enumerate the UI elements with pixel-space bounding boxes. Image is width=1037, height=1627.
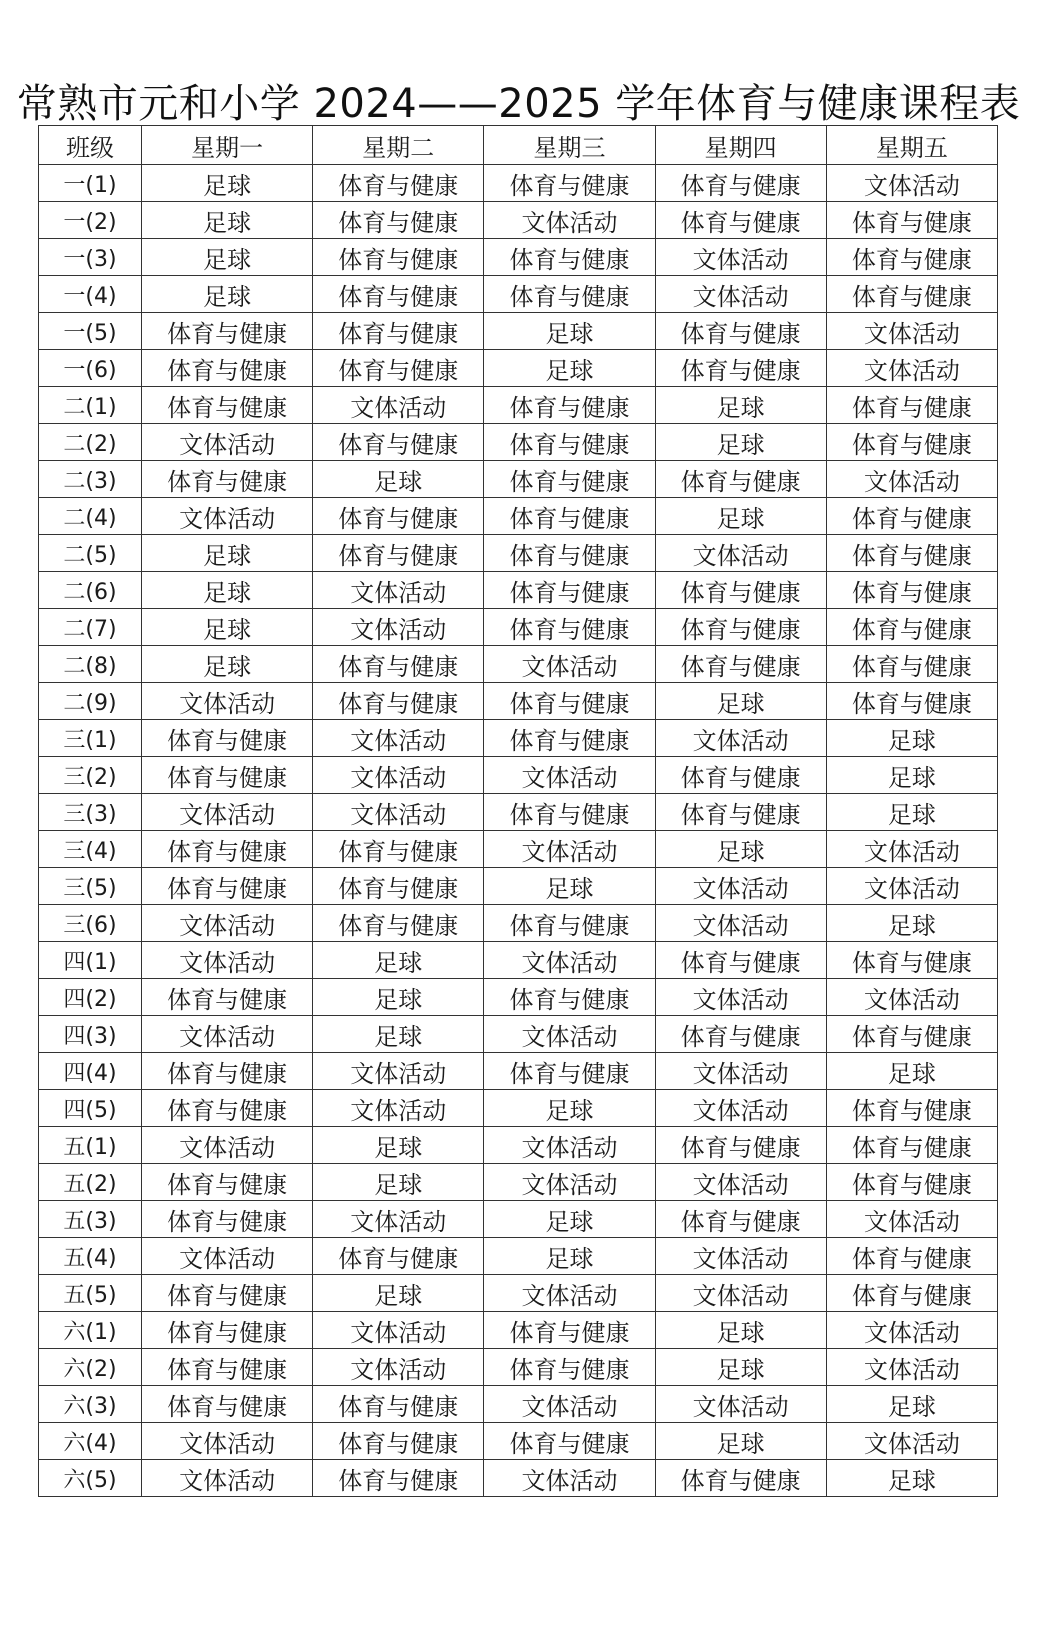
course-cell: 足球 xyxy=(142,202,313,239)
course-cell: 体育与健康 xyxy=(826,276,997,313)
class-cell: 六(4) xyxy=(39,1423,142,1460)
table-row xyxy=(39,683,998,720)
course-cell: 体育与健康 xyxy=(142,1386,313,1423)
course-cell: 体育与健康 xyxy=(655,609,826,646)
course-cell: 文体活动 xyxy=(313,757,484,794)
course-cell: 体育与健康 xyxy=(313,646,484,683)
course-cell: 足球 xyxy=(484,313,655,350)
course-cell: 文体活动 xyxy=(142,942,313,979)
course-cell: 文体活动 xyxy=(655,1053,826,1090)
course-cell: 足球 xyxy=(313,1127,484,1164)
course-cell: 体育与健康 xyxy=(142,831,313,868)
course-cell: 体育与健康 xyxy=(826,1238,997,1275)
class-cell: 六(2) xyxy=(39,1349,142,1386)
course-cell: 体育与健康 xyxy=(826,1275,997,1312)
table-row xyxy=(39,1016,998,1053)
class-cell: 五(2) xyxy=(39,1164,142,1201)
course-cell: 体育与健康 xyxy=(313,683,484,720)
course-cell: 文体活动 xyxy=(313,720,484,757)
class-cell: 一(6) xyxy=(39,350,142,387)
course-cell: 体育与健康 xyxy=(655,646,826,683)
course-cell: 文体活动 xyxy=(313,1201,484,1238)
course-cell: 足球 xyxy=(484,1201,655,1238)
course-cell: 文体活动 xyxy=(142,1423,313,1460)
course-cell: 体育与健康 xyxy=(826,387,997,424)
course-cell: 文体活动 xyxy=(655,1275,826,1312)
header-row xyxy=(39,126,998,165)
course-cell: 文体活动 xyxy=(484,646,655,683)
course-cell: 体育与健康 xyxy=(142,1312,313,1349)
class-cell: 一(5) xyxy=(39,313,142,350)
class-cell: 六(3) xyxy=(39,1386,142,1423)
class-cell: 三(4) xyxy=(39,831,142,868)
course-cell: 足球 xyxy=(826,757,997,794)
course-cell: 体育与健康 xyxy=(655,313,826,350)
course-cell: 文体活动 xyxy=(484,202,655,239)
course-cell: 文体活动 xyxy=(826,1423,997,1460)
course-cell: 文体活动 xyxy=(142,1016,313,1053)
course-cell: 体育与健康 xyxy=(826,1090,997,1127)
table-row xyxy=(39,1238,998,1275)
page-title: 常熟市元和小学 2024——2025 学年体育与健康课程表 xyxy=(16,80,1021,127)
course-cell: 足球 xyxy=(313,1275,484,1312)
course-cell: 足球 xyxy=(826,1053,997,1090)
course-cell: 体育与健康 xyxy=(484,683,655,720)
course-cell: 文体活动 xyxy=(313,1090,484,1127)
table-row xyxy=(39,387,998,424)
course-cell: 文体活动 xyxy=(655,535,826,572)
course-cell: 体育与健康 xyxy=(484,572,655,609)
course-cell: 文体活动 xyxy=(826,831,997,868)
table-row xyxy=(39,1090,998,1127)
course-cell: 文体活动 xyxy=(313,1053,484,1090)
course-cell: 文体活动 xyxy=(484,831,655,868)
course-cell: 体育与健康 xyxy=(484,239,655,276)
course-cell: 体育与健康 xyxy=(313,424,484,461)
course-cell: 足球 xyxy=(484,1238,655,1275)
class-cell: 四(5) xyxy=(39,1090,142,1127)
course-cell: 文体活动 xyxy=(484,1386,655,1423)
course-cell: 足球 xyxy=(142,646,313,683)
course-cell: 体育与健康 xyxy=(826,239,997,276)
column-header-day: 星期一 xyxy=(142,126,313,165)
course-cell: 体育与健康 xyxy=(484,461,655,498)
table-row xyxy=(39,1386,998,1423)
table-row xyxy=(39,942,998,979)
course-cell: 文体活动 xyxy=(313,609,484,646)
course-cell: 文体活动 xyxy=(142,1127,313,1164)
course-cell: 体育与健康 xyxy=(655,572,826,609)
course-cell: 文体活动 xyxy=(484,1127,655,1164)
course-cell: 体育与健康 xyxy=(313,1460,484,1497)
course-cell: 体育与健康 xyxy=(142,979,313,1016)
class-cell: 二(8) xyxy=(39,646,142,683)
course-cell: 体育与健康 xyxy=(655,1201,826,1238)
course-cell: 足球 xyxy=(826,794,997,831)
course-cell: 足球 xyxy=(142,239,313,276)
column-header-day: 星期三 xyxy=(484,126,655,165)
table-row xyxy=(39,720,998,757)
course-cell: 文体活动 xyxy=(655,1386,826,1423)
class-cell: 一(1) xyxy=(39,165,142,202)
course-cell: 文体活动 xyxy=(484,942,655,979)
course-cell: 体育与健康 xyxy=(826,683,997,720)
class-cell: 二(9) xyxy=(39,683,142,720)
course-cell: 体育与健康 xyxy=(484,1423,655,1460)
course-cell: 文体活动 xyxy=(142,905,313,942)
course-cell: 足球 xyxy=(655,683,826,720)
course-cell: 体育与健康 xyxy=(313,1238,484,1275)
course-cell: 体育与健康 xyxy=(655,350,826,387)
course-cell: 体育与健康 xyxy=(826,1016,997,1053)
class-cell: 二(2) xyxy=(39,424,142,461)
course-cell: 文体活动 xyxy=(826,1349,997,1386)
class-cell: 一(3) xyxy=(39,239,142,276)
table-row xyxy=(39,165,998,202)
course-cell: 足球 xyxy=(655,831,826,868)
course-cell: 体育与健康 xyxy=(484,1053,655,1090)
course-cell: 体育与健康 xyxy=(655,1460,826,1497)
table-row xyxy=(39,646,998,683)
course-cell: 体育与健康 xyxy=(484,1312,655,1349)
class-cell: 一(4) xyxy=(39,276,142,313)
table-row xyxy=(39,979,998,1016)
class-cell: 四(4) xyxy=(39,1053,142,1090)
course-cell: 体育与健康 xyxy=(826,1164,997,1201)
course-cell: 体育与健康 xyxy=(142,1164,313,1201)
course-cell: 足球 xyxy=(142,572,313,609)
class-cell: 五(3) xyxy=(39,1201,142,1238)
course-cell: 足球 xyxy=(484,1090,655,1127)
table-row xyxy=(39,313,998,350)
class-cell: 二(5) xyxy=(39,535,142,572)
course-cell: 体育与健康 xyxy=(313,535,484,572)
course-cell: 体育与健康 xyxy=(142,1090,313,1127)
class-cell: 二(6) xyxy=(39,572,142,609)
column-header-day: 星期四 xyxy=(655,126,826,165)
course-cell: 文体活动 xyxy=(142,794,313,831)
course-cell: 体育与健康 xyxy=(142,1275,313,1312)
course-cell: 体育与健康 xyxy=(313,276,484,313)
class-cell: 四(1) xyxy=(39,942,142,979)
course-cell: 体育与健康 xyxy=(313,1423,484,1460)
class-cell: 四(2) xyxy=(39,979,142,1016)
course-cell: 体育与健康 xyxy=(142,461,313,498)
course-cell: 文体活动 xyxy=(826,868,997,905)
course-cell: 足球 xyxy=(313,1164,484,1201)
course-cell: 体育与健康 xyxy=(142,720,313,757)
course-cell: 文体活动 xyxy=(655,239,826,276)
course-cell: 体育与健康 xyxy=(313,498,484,535)
table-row xyxy=(39,868,998,905)
table-row xyxy=(39,498,998,535)
table-row xyxy=(39,1053,998,1090)
table-row xyxy=(39,461,998,498)
course-cell: 体育与健康 xyxy=(826,202,997,239)
course-cell: 体育与健康 xyxy=(655,1016,826,1053)
course-cell: 足球 xyxy=(142,165,313,202)
course-cell: 体育与健康 xyxy=(142,387,313,424)
table-row xyxy=(39,794,998,831)
course-cell: 文体活动 xyxy=(655,979,826,1016)
class-cell: 二(3) xyxy=(39,461,142,498)
course-cell: 体育与健康 xyxy=(313,905,484,942)
class-cell: 六(5) xyxy=(39,1460,142,1497)
class-cell: 二(1) xyxy=(39,387,142,424)
course-cell: 文体活动 xyxy=(142,1238,313,1275)
course-cell: 体育与健康 xyxy=(142,1053,313,1090)
class-cell: 三(5) xyxy=(39,868,142,905)
course-cell: 体育与健康 xyxy=(655,942,826,979)
course-cell: 足球 xyxy=(826,720,997,757)
class-cell: 五(5) xyxy=(39,1275,142,1312)
course-cell: 体育与健康 xyxy=(655,165,826,202)
course-cell: 足球 xyxy=(655,1349,826,1386)
table-row xyxy=(39,905,998,942)
course-cell: 体育与健康 xyxy=(142,313,313,350)
class-cell: 三(6) xyxy=(39,905,142,942)
course-cell: 文体活动 xyxy=(142,498,313,535)
course-cell: 足球 xyxy=(826,905,997,942)
course-cell: 文体活动 xyxy=(655,276,826,313)
table-row xyxy=(39,276,998,313)
course-cell: 体育与健康 xyxy=(826,572,997,609)
course-cell: 体育与健康 xyxy=(313,313,484,350)
course-cell: 足球 xyxy=(655,424,826,461)
table-row xyxy=(39,1349,998,1386)
course-cell: 足球 xyxy=(655,1423,826,1460)
course-cell: 体育与健康 xyxy=(313,1386,484,1423)
course-cell: 文体活动 xyxy=(826,1201,997,1238)
course-cell: 文体活动 xyxy=(826,313,997,350)
course-cell: 体育与健康 xyxy=(142,868,313,905)
course-cell: 体育与健康 xyxy=(313,165,484,202)
course-cell: 体育与健康 xyxy=(484,498,655,535)
class-cell: 一(2) xyxy=(39,202,142,239)
class-cell: 三(1) xyxy=(39,720,142,757)
table-row xyxy=(39,1460,998,1497)
course-cell: 体育与健康 xyxy=(655,757,826,794)
course-cell: 文体活动 xyxy=(655,1238,826,1275)
course-cell: 足球 xyxy=(484,350,655,387)
course-cell: 体育与健康 xyxy=(142,757,313,794)
table-row xyxy=(39,572,998,609)
class-cell: 二(7) xyxy=(39,609,142,646)
course-cell: 体育与健康 xyxy=(826,646,997,683)
table-row xyxy=(39,239,998,276)
table-row xyxy=(39,1423,998,1460)
table-row xyxy=(39,1275,998,1312)
course-cell: 体育与健康 xyxy=(484,1349,655,1386)
course-cell: 足球 xyxy=(484,868,655,905)
course-cell: 文体活动 xyxy=(484,1164,655,1201)
course-cell: 体育与健康 xyxy=(484,720,655,757)
table-row xyxy=(39,1164,998,1201)
class-cell: 六(1) xyxy=(39,1312,142,1349)
course-cell: 足球 xyxy=(142,609,313,646)
course-cell: 体育与健康 xyxy=(484,424,655,461)
course-cell: 足球 xyxy=(142,276,313,313)
table-row xyxy=(39,424,998,461)
course-cell: 体育与健康 xyxy=(826,609,997,646)
course-cell: 体育与健康 xyxy=(142,350,313,387)
table-row xyxy=(39,609,998,646)
table-row xyxy=(39,1127,998,1164)
course-cell: 体育与健康 xyxy=(484,609,655,646)
course-cell: 体育与健康 xyxy=(484,905,655,942)
schedule-table xyxy=(38,125,998,1497)
course-cell: 文体活动 xyxy=(484,757,655,794)
class-cell: 三(3) xyxy=(39,794,142,831)
course-cell: 文体活动 xyxy=(655,720,826,757)
table-row xyxy=(39,535,998,572)
course-cell: 体育与健康 xyxy=(313,239,484,276)
course-cell: 文体活动 xyxy=(655,1090,826,1127)
table-row xyxy=(39,350,998,387)
course-cell: 文体活动 xyxy=(142,1460,313,1497)
course-cell: 足球 xyxy=(655,498,826,535)
table-header xyxy=(39,126,998,165)
course-cell: 文体活动 xyxy=(313,572,484,609)
course-cell: 文体活动 xyxy=(313,1349,484,1386)
course-cell: 体育与健康 xyxy=(826,424,997,461)
course-cell: 体育与健康 xyxy=(142,1349,313,1386)
class-cell: 三(2) xyxy=(39,757,142,794)
course-cell: 体育与健康 xyxy=(313,350,484,387)
table-row xyxy=(39,1312,998,1349)
course-cell: 足球 xyxy=(313,979,484,1016)
course-cell: 文体活动 xyxy=(313,387,484,424)
course-cell: 文体活动 xyxy=(484,1016,655,1053)
course-cell: 文体活动 xyxy=(826,979,997,1016)
course-cell: 文体活动 xyxy=(826,165,997,202)
course-cell: 文体活动 xyxy=(826,1312,997,1349)
course-cell: 体育与健康 xyxy=(484,979,655,1016)
course-cell: 体育与健康 xyxy=(484,535,655,572)
course-cell: 体育与健康 xyxy=(313,202,484,239)
table-row xyxy=(39,1201,998,1238)
course-cell: 文体活动 xyxy=(826,350,997,387)
course-cell: 足球 xyxy=(655,387,826,424)
class-cell: 五(4) xyxy=(39,1238,142,1275)
course-cell: 体育与健康 xyxy=(655,461,826,498)
course-cell: 体育与健康 xyxy=(655,202,826,239)
column-header-day: 星期五 xyxy=(826,126,997,165)
course-cell: 文体活动 xyxy=(313,1312,484,1349)
course-cell: 文体活动 xyxy=(655,868,826,905)
course-cell: 足球 xyxy=(655,1312,826,1349)
course-cell: 体育与健康 xyxy=(826,1127,997,1164)
course-cell: 体育与健康 xyxy=(313,831,484,868)
course-cell: 文体活动 xyxy=(484,1460,655,1497)
course-cell: 体育与健康 xyxy=(484,794,655,831)
course-cell: 体育与健康 xyxy=(484,165,655,202)
course-cell: 体育与健康 xyxy=(484,387,655,424)
course-cell: 文体活动 xyxy=(655,1164,826,1201)
column-header-day: 星期二 xyxy=(313,126,484,165)
course-cell: 足球 xyxy=(313,1016,484,1053)
course-cell: 文体活动 xyxy=(313,794,484,831)
course-cell: 足球 xyxy=(826,1460,997,1497)
course-cell: 足球 xyxy=(313,942,484,979)
course-cell: 文体活动 xyxy=(655,905,826,942)
course-cell: 足球 xyxy=(826,1386,997,1423)
column-header-class: 班级 xyxy=(39,126,142,165)
table-row xyxy=(39,757,998,794)
table-body xyxy=(39,165,998,1497)
course-cell: 体育与健康 xyxy=(826,498,997,535)
course-cell: 文体活动 xyxy=(826,461,997,498)
course-cell: 体育与健康 xyxy=(484,276,655,313)
course-cell: 文体活动 xyxy=(142,424,313,461)
course-cell: 体育与健康 xyxy=(826,942,997,979)
class-cell: 二(4) xyxy=(39,498,142,535)
course-cell: 体育与健康 xyxy=(655,1127,826,1164)
course-cell: 足球 xyxy=(313,461,484,498)
course-cell: 体育与健康 xyxy=(142,1201,313,1238)
course-cell: 体育与健康 xyxy=(655,794,826,831)
class-cell: 四(3) xyxy=(39,1016,142,1053)
course-cell: 足球 xyxy=(142,535,313,572)
table-row xyxy=(39,202,998,239)
course-cell: 文体活动 xyxy=(142,683,313,720)
course-cell: 体育与健康 xyxy=(826,535,997,572)
course-cell: 文体活动 xyxy=(484,1275,655,1312)
course-cell: 体育与健康 xyxy=(313,868,484,905)
table-row xyxy=(39,831,998,868)
class-cell: 五(1) xyxy=(39,1127,142,1164)
